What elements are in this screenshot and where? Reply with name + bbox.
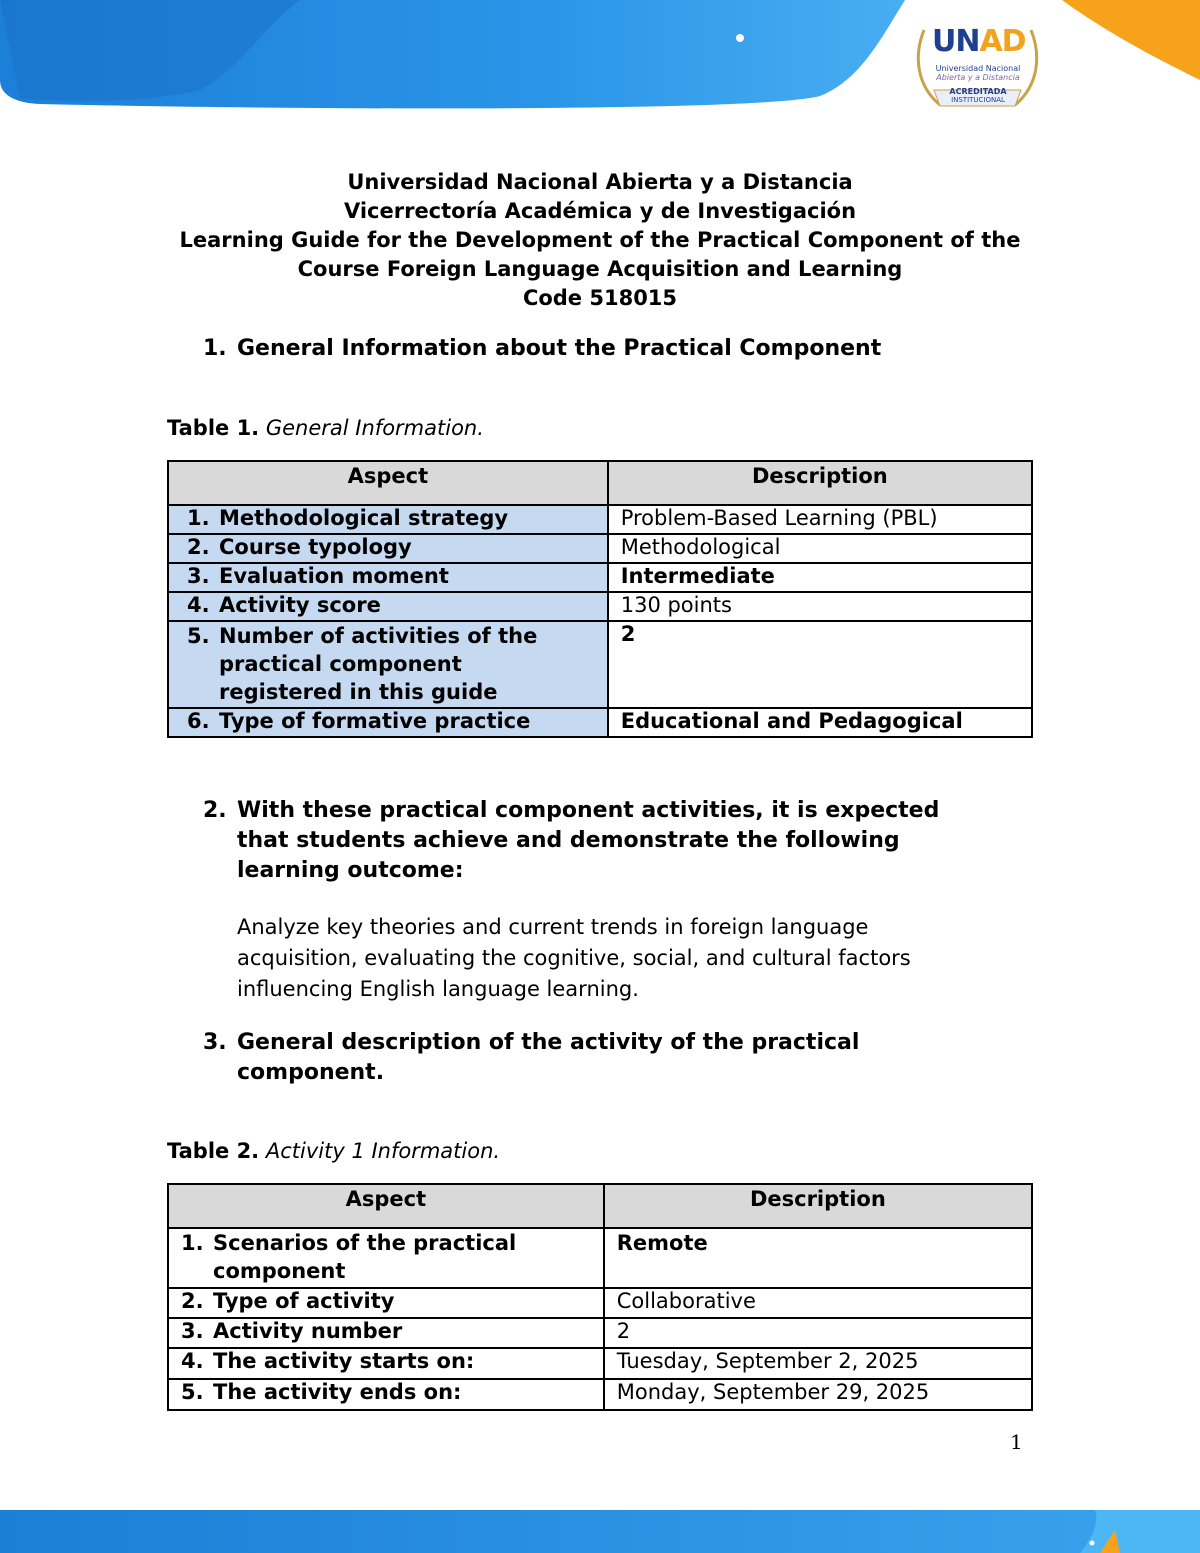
table-row xyxy=(168,505,1032,534)
description-cell: Remote xyxy=(604,1228,1032,1288)
logo-ribbon-sub: INSTITUCIONAL xyxy=(951,96,1005,104)
description-cell: Educational and Pedagogical xyxy=(608,708,1032,737)
course-code: Code 518015 xyxy=(522,286,678,310)
aspect-cell: 1. Methodological strategy xyxy=(168,505,608,534)
section-title-line-1: General description of the activity of the practical xyxy=(237,1030,860,1055)
logo-line-2: Abierta y a Distancia xyxy=(936,73,1020,82)
caption-label: Table 2. xyxy=(167,1139,260,1163)
table-row xyxy=(168,1318,1032,1348)
table-row xyxy=(168,1228,1032,1288)
footer-banner xyxy=(0,1510,1200,1553)
university-name: Universidad Nacional Abierta y a Distancia xyxy=(347,170,853,194)
aspect-cell: 5. The activity ends on: xyxy=(168,1379,604,1410)
section-title-line-3: learning outcome: xyxy=(237,858,464,883)
section-1-heading xyxy=(203,334,1003,364)
aspect-cell: 2. Type of activity xyxy=(168,1288,604,1318)
guide-title-line-2: Course Foreign Language Acquisition and Learning xyxy=(297,257,903,281)
description-cell: Methodological xyxy=(608,534,1032,563)
guide-title-line-1: Learning Guide for the Development of the Practical Component of the xyxy=(179,228,1021,252)
aspect-cell: 2. Course typology xyxy=(168,534,608,563)
section-2-heading xyxy=(203,796,1023,888)
section-title: General Information about the Practical Component xyxy=(237,336,882,361)
aspect-cell: 3. Evaluation moment xyxy=(168,563,608,592)
description-cell: Collaborative xyxy=(604,1288,1032,1318)
table-row xyxy=(168,563,1032,592)
description-cell: Intermediate xyxy=(608,563,1032,592)
logo-line-1: Universidad Nacional xyxy=(935,64,1021,73)
outcome-line-2: acquisition, evaluating the cognitive, social, and cultural factors xyxy=(237,946,911,970)
description-cell: 130 points xyxy=(608,592,1032,621)
table-row xyxy=(168,1379,1032,1410)
aspect-cell: 6. Type of formative practice xyxy=(168,708,608,737)
table-row xyxy=(168,534,1032,563)
table-row xyxy=(168,592,1032,621)
table-header-row xyxy=(168,1184,1032,1228)
table-header-row xyxy=(168,461,1032,505)
logo-ribbon: ACREDITADA xyxy=(949,87,1007,96)
caption-title: General Information. xyxy=(265,416,484,440)
table-row xyxy=(168,1348,1032,1379)
unad-logo xyxy=(910,10,1045,110)
general-information-table xyxy=(167,460,1033,738)
column-header-aspect: Aspect xyxy=(168,461,608,505)
section-number: 3. xyxy=(203,1030,227,1055)
table-2-caption xyxy=(167,1137,500,1165)
aspect-cell: 4. Activity score xyxy=(168,592,608,621)
aspect-cell: 3. Activity number xyxy=(168,1318,604,1348)
document-title-block xyxy=(150,168,1050,313)
column-header-aspect: Aspect xyxy=(168,1184,604,1228)
table-1-caption xyxy=(167,414,484,442)
column-header-description: Description xyxy=(604,1184,1032,1228)
caption-label: Table 1. xyxy=(167,416,260,440)
section-title-line-2: that students achieve and demonstrate the following xyxy=(237,828,900,853)
vice-rectorate: Vicerrectoría Académica y de Investigación xyxy=(343,199,857,223)
description-cell: Monday, September 29, 2025 xyxy=(604,1379,1032,1410)
section-3-heading xyxy=(203,1028,1023,1090)
section-title-line-1: With these practical component activities, it is expected xyxy=(237,798,940,823)
activity-information-table xyxy=(167,1183,1033,1411)
caption-title: Activity 1 Information. xyxy=(265,1139,501,1163)
description-cell: Tuesday, September 2, 2025 xyxy=(604,1348,1032,1379)
logo-wordmark: UNAD xyxy=(932,24,1026,59)
description-cell: 2 xyxy=(604,1318,1032,1348)
description-cell: Problem-Based Learning (PBL) xyxy=(608,505,1032,534)
description-cell: 2 xyxy=(608,621,1032,708)
table-row xyxy=(168,621,1032,708)
page-number: 1 xyxy=(1010,1430,1023,1454)
aspect-cell: 1. Scenarios of the practical component xyxy=(168,1228,604,1288)
outcome-line-1: Analyze key theories and current trends in foreign language xyxy=(237,915,869,939)
aspect-cell: 4. The activity starts on: xyxy=(168,1348,604,1379)
section-title-line-2: component. xyxy=(237,1060,385,1085)
learning-outcome-text xyxy=(237,912,1017,1005)
column-header-description: Description xyxy=(608,461,1032,505)
table-row xyxy=(168,708,1032,737)
outcome-line-3: influencing English language learning. xyxy=(237,977,639,1001)
table-row xyxy=(168,1288,1032,1318)
section-number: 1. xyxy=(203,336,227,361)
aspect-cell: 5. Number of activities of the practical component registered in this guide xyxy=(168,621,608,708)
section-number: 2. xyxy=(203,798,227,823)
